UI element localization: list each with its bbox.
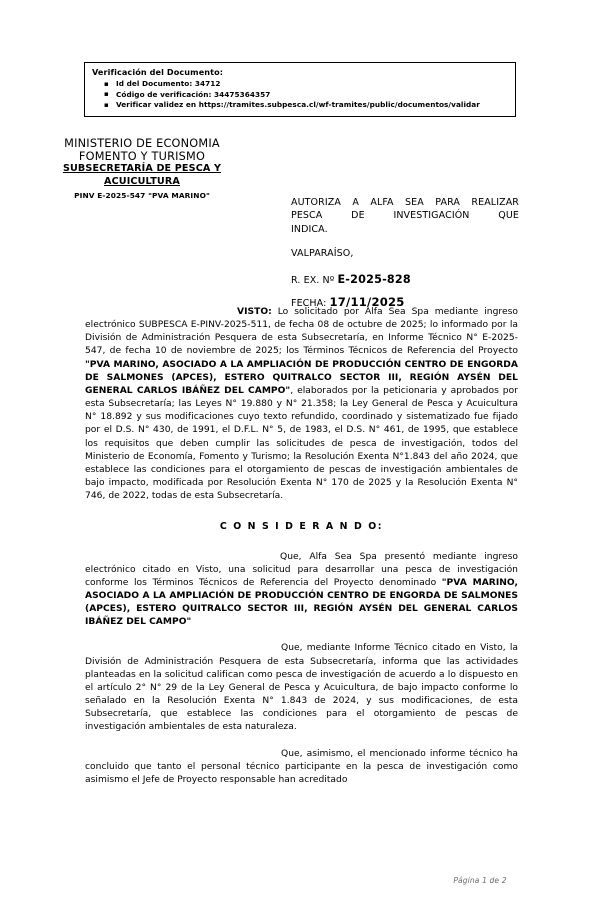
subsecretaria-line-1: SUBSECRETARÍA DE PESCA Y — [62, 163, 222, 175]
considerando-1-project-name: "PVA MARINO, ASOCIADO A LA AMPLIACIÓN DE PRODUCCIÓN CENTRO DE ENGORDA DE SALMONES (APCES), ESTERO QUITRALCO SECTOR III, REGIÓN AYSÉN DEL GENERAL CARLOS IBÁÑEZ DEL CAMPO" — [85, 577, 518, 628]
subsecretaria-line-2: ACUICULTURA — [104, 176, 180, 187]
resolution-number-line — [291, 273, 519, 286]
resolution-title-block — [291, 196, 519, 309]
document-body — [85, 306, 518, 800]
city-label: VALPARAÍSO, — [291, 248, 354, 260]
resolution-number-value: E-2025-828 — [337, 272, 411, 286]
resolution-subject-line-3: INDICA. — [291, 223, 328, 235]
visto-text-1: Lo solicitado por Alfa Sea Spa mediante ingreso electrónico SUBPESCA E-PINV-2025-511, de fecha 08 de octubre de 2025; lo informado por la División de Administración Pesquera de esta Subsecretaría, en Informe Técnico N° E-2025-547, de fecha 10 de noviembre de 2025; los Términos Técnicos de Referencia del Proyecto — [85, 307, 518, 357]
paragraph-visto — [85, 306, 518, 503]
resolution-date-label: FECHA: — [291, 297, 327, 309]
visto-label: VISTO: — [237, 307, 272, 317]
verification-item-document-id: ▪ Id del Documento: 34712 — [92, 79, 510, 90]
resolution-subject-line-1: AUTORIZA A ALFA SEA PARA REALIZAR — [291, 197, 519, 208]
considerando-3-text: Que, asimismo, el mencionado informe técnico ha concluido que tanto el personal técnico participante en la pesca de investigación como asimismo el Jefe de Proyecto responsable han acreditado — [85, 748, 518, 785]
resolution-subject-line-2: PESCA DE INVESTIGACIÓN QUE — [291, 210, 519, 222]
verification-title: Verificación del Documento: — [92, 67, 224, 77]
paragraph-considerando-1 — [85, 551, 518, 630]
resolution-subject — [291, 196, 519, 236]
page-footer: Página 1 de 2 — [453, 876, 507, 885]
verification-list — [92, 79, 510, 111]
considerando-heading: C O N S I D E R A N D O: — [219, 521, 384, 533]
letterhead — [33, 137, 251, 201]
paragraph-considerando-3 — [85, 748, 518, 787]
verification-item-url: ▪ Verificar validez en https://tramites.subpesca.cl/wf-tramites/public/documentos/validar — [92, 100, 510, 111]
resolution-date-value: 17/11/2025 — [329, 294, 405, 309]
ministry-line-1: MINISTERIO DE ECONOMIA — [64, 137, 220, 150]
considerando-1-text: Que, Alfa Sea Spa presentó mediante ingreso electrónico citado en Visto, una solicitud para desarrollar una pesca de investigación conforme los Términos Técnicos de Referencia del Proyecto denominado — [85, 551, 518, 588]
visto-project-name: "PVA MARINO, ASOCIADO A LA AMPLIACIÓN DE PRODUCCIÓN CENTRO DE ENGORDA DE SALMONES (APCES), ESTERO QUITRALCO SECTOR III, REGIÓN AYSÉN DEL GENERAL CARLOS IBÁÑEZ DEL CAMPO" — [85, 359, 518, 396]
paragraph-considerando-2 — [85, 642, 518, 734]
resolution-number-label: R. EX. Nº — [291, 274, 335, 286]
visto-text-2: , elaborados por la peticionaria y aprobados por esta Subsecretaría; las Leyes N° 19.880 y N° 21.358; la Ley General de Pesca y Acuicultura N° 18.892 y sus modificaciones cuyo texto refundido, coordinado y sistematizado fue fijado por el D.S. N° 430, de 1991, el D.F.L. N° 5, de 1983, el D.S. N° 461, de 1995, que establece los requisitos que deben cumplir las solicitudes de pesca de investigación, todos del Ministerio de Economía, Fomento y Turismo; la Resolución Exenta N°1.843 del año 2024, que establece las condiciones para el otorgamiento de pescas de investigación ambientales de bajo impacto, modificada por Resolución Exenta N° 170 de 2025 y la Resolución Exenta N° 746, de 2022, todas de esta Subsecretaría. — [85, 385, 518, 502]
project-code: PINV E-2025-547 "PVA MARINO" — [74, 190, 210, 200]
document-verification-box — [84, 62, 516, 117]
verification-item-code: ▪ Código de verificación: 34475364357 — [92, 90, 510, 101]
ministry-line-2: FOMENTO Y TURISMO — [78, 150, 206, 164]
considerando-2-text: Que, mediante Informe Técnico citado en Visto, la División de Administración Pesquera de esta Subsecretaría, informa que las actividades planteadas en la solicitud califican como pesca de investigación de acuerdo a lo dispuesto en el artículo 2° N° 29 de la Ley General de Pesca y Acuicultura, de bajo impacto conforme lo señalado en la Resolución Exenta N° 1.843 de 2024, y sus modificaciones, de esta Subsecretaría, que establece las condiciones para el otorgamiento de pescas de investigación ambientales de esta naturaleza. — [85, 643, 518, 733]
